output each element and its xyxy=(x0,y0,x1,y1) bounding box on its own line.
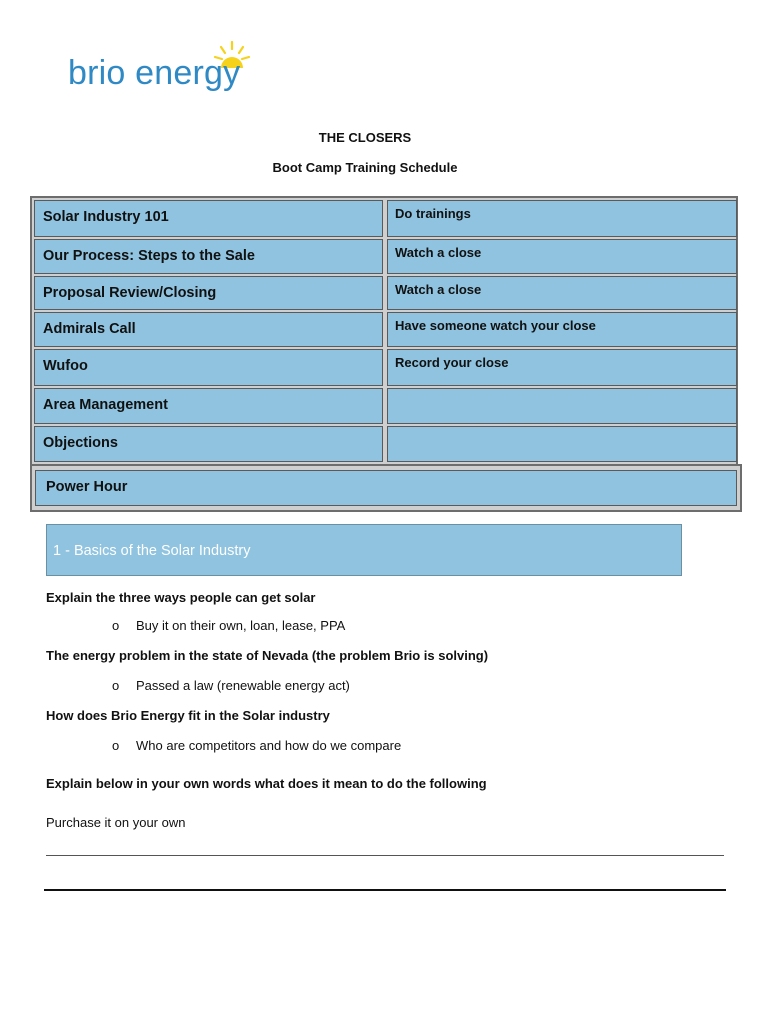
section-header xyxy=(46,524,682,576)
bullet-item xyxy=(112,678,350,693)
topic-label: Area Management xyxy=(43,397,168,413)
schedule-cell-task xyxy=(387,388,737,424)
topic-label: Solar Industry 101 xyxy=(43,209,169,225)
schedule-cell-topic xyxy=(34,239,383,274)
schedule-row xyxy=(34,388,737,424)
task-label: Watch a close xyxy=(395,282,482,297)
topic-label: Admirals Call xyxy=(43,321,136,337)
task-label: Do trainings xyxy=(395,206,471,221)
logo-text: brio energy xyxy=(68,54,241,92)
schedule-row xyxy=(34,349,737,386)
topic-label: Proposal Review/Closing xyxy=(43,285,217,301)
schedule-cell-topic xyxy=(34,388,383,424)
brio-energy-logo xyxy=(64,40,264,104)
prompt-purchase-own: Purchase it on your own xyxy=(46,815,186,830)
bullet-text: Who are competitors and how do we compare xyxy=(136,738,402,753)
schedule-cell-task xyxy=(387,200,737,237)
schedule-cell-task xyxy=(387,349,737,386)
bullet-item xyxy=(112,618,345,633)
schedule-cell-topic xyxy=(34,349,383,386)
power-hour-label: Power Hour xyxy=(46,479,128,495)
task-label: Have someone watch your close xyxy=(395,318,596,333)
task-label: Watch a close xyxy=(395,245,482,260)
question-explain-own-words: Explain below in your own words what does it mean to do the following xyxy=(46,776,487,791)
schedule-cell-topic xyxy=(34,312,383,347)
answer-line[interactable] xyxy=(46,855,724,856)
power-hour-cell xyxy=(35,470,737,506)
task-label: Record your close xyxy=(395,355,509,370)
schedule-row xyxy=(34,426,737,462)
schedule-cell-task xyxy=(387,312,737,347)
bullet-marker: o xyxy=(112,618,120,633)
schedule-table xyxy=(30,196,738,464)
question-nevada-energy-problem: The energy problem in the state of Nevada (the problem Brio is solving) xyxy=(46,648,489,663)
topic-label: Wufoo xyxy=(43,358,88,374)
schedule-row xyxy=(34,200,737,237)
topic-label: Our Process: Steps to the Sale xyxy=(43,248,255,264)
divider xyxy=(44,889,726,891)
schedule-cell-task xyxy=(387,276,737,310)
schedule-row xyxy=(34,239,737,274)
schedule-cell-task xyxy=(387,239,737,274)
power-hour-box xyxy=(30,464,742,512)
bullet-text: Buy it on their own, loan, lease, PPA xyxy=(136,618,346,633)
schedule-cell-topic xyxy=(34,276,383,310)
document-subtitle: Boot Camp Training Schedule xyxy=(272,160,458,175)
bullet-text: Passed a law (renewable energy act) xyxy=(136,678,350,693)
bullet-marker: o xyxy=(112,678,120,693)
topic-label: Objections xyxy=(43,435,118,451)
schedule-cell-task xyxy=(387,426,737,462)
document-title: THE CLOSERS xyxy=(318,130,412,145)
bullet-item xyxy=(112,738,401,753)
schedule-row xyxy=(34,276,737,310)
question-brio-fit: How does Brio Energy fit in the Solar industry xyxy=(46,708,330,723)
section-title: 1 - Basics of the Solar Industry xyxy=(53,543,251,559)
question-ways-to-get-solar: Explain the three ways people can get solar xyxy=(46,590,316,605)
bullet-marker: o xyxy=(112,738,120,753)
schedule-cell-topic xyxy=(34,426,383,462)
schedule-cell-topic xyxy=(34,200,383,237)
schedule-row xyxy=(34,312,737,347)
